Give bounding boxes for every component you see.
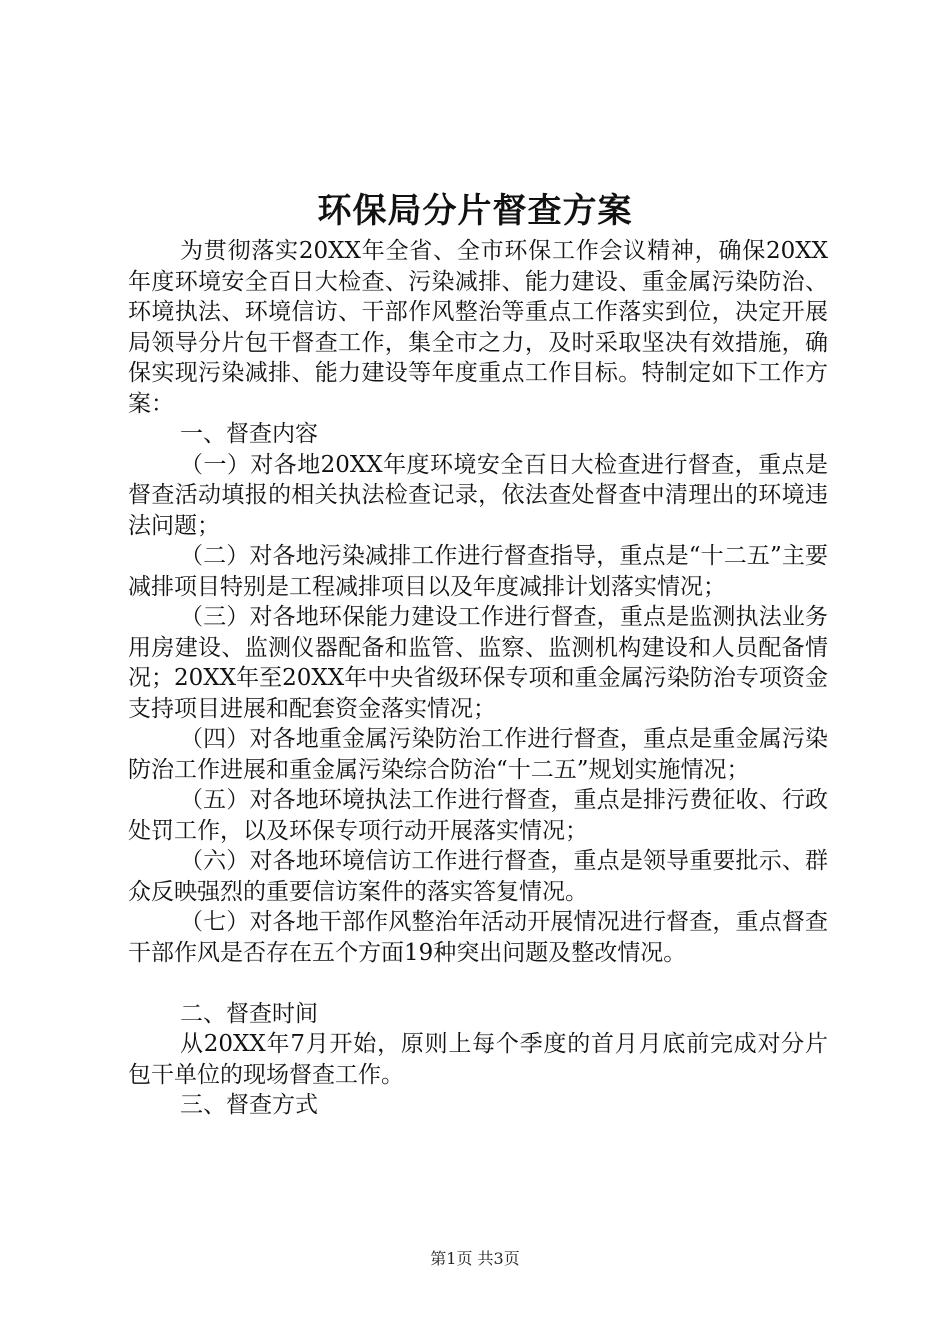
section1-item-3: （三）对各地环保能力建设工作进行督查，重点是监测执法业务用房建设、监测仪器配备和监管、监察、监测机构建设和人员配备情况；20XX年至20XX年中央省级环保专项和重金属污染防治专项资金支持项目进展和配套资金落实情况； <box>128 604 828 722</box>
section1-heading: 一、督查内容 <box>180 421 318 447</box>
section1-item-4: （四）对各地重金属污染防治工作进行督查，重点是重金属污染防治工作进展和重金属污染综合防治“十二五”规划实施情况； <box>128 726 828 783</box>
section2-text: 从20XX年7月开始，原则上每个季度的首月月底前完成对分片包干单位的现场督查工作。 <box>128 1031 828 1088</box>
section3-heading: 三、督查方式 <box>180 1092 318 1118</box>
intro-paragraph: 为贯彻落实20XX年全省、全市环保工作会议精神，确保20XX年度环境安全百日大检查、污染减排、能力建设、重金属污染防治、环境执法、环境信访、干部作风整治等重点工作落实到位，决定开展局领导分片包干督查工作，集全市之力，及时采取坚决有效措施，确保实现污染减排、能力建设等年度重点工作目标。特制定如下工作方案： <box>128 238 828 417</box>
document-title: 环保局分片督查方案 <box>317 191 633 231</box>
paragraph-gap <box>128 968 828 999</box>
section1-item-5: （五）对各地环境执法工作进行督查，重点是排污费征收、行政处罚工作，以及环保专项行动开展落实情况； <box>128 787 828 844</box>
section1-item-7: （七）对各地干部作风整治年活动开展情况进行督查，重点督查干部作风是否存在五个方面19种突出问题及整改情况。 <box>128 909 828 966</box>
section1-item-1: （一）对各地20XX年度环境安全百日大检查进行督查，重点是督查活动填报的相关执法检查记录，依法查处督查中清理出的环境违法问题； <box>128 451 828 539</box>
section1-item-2: （二）对各地污染减排工作进行督查指导，重点是“十二五”主要减排项目特别是工程减排项目以及年度减排计划落实情况； <box>128 543 828 600</box>
document-body <box>128 236 828 1121</box>
section1-item-6: （六）对各地环境信访工作进行督查，重点是领导重要批示、群众反映强烈的重要信访案件的落实答复情况。 <box>128 848 828 905</box>
page-footer: 第1页 共3页 <box>430 1249 520 1268</box>
section2-heading: 二、督查时间 <box>180 1000 318 1027</box>
